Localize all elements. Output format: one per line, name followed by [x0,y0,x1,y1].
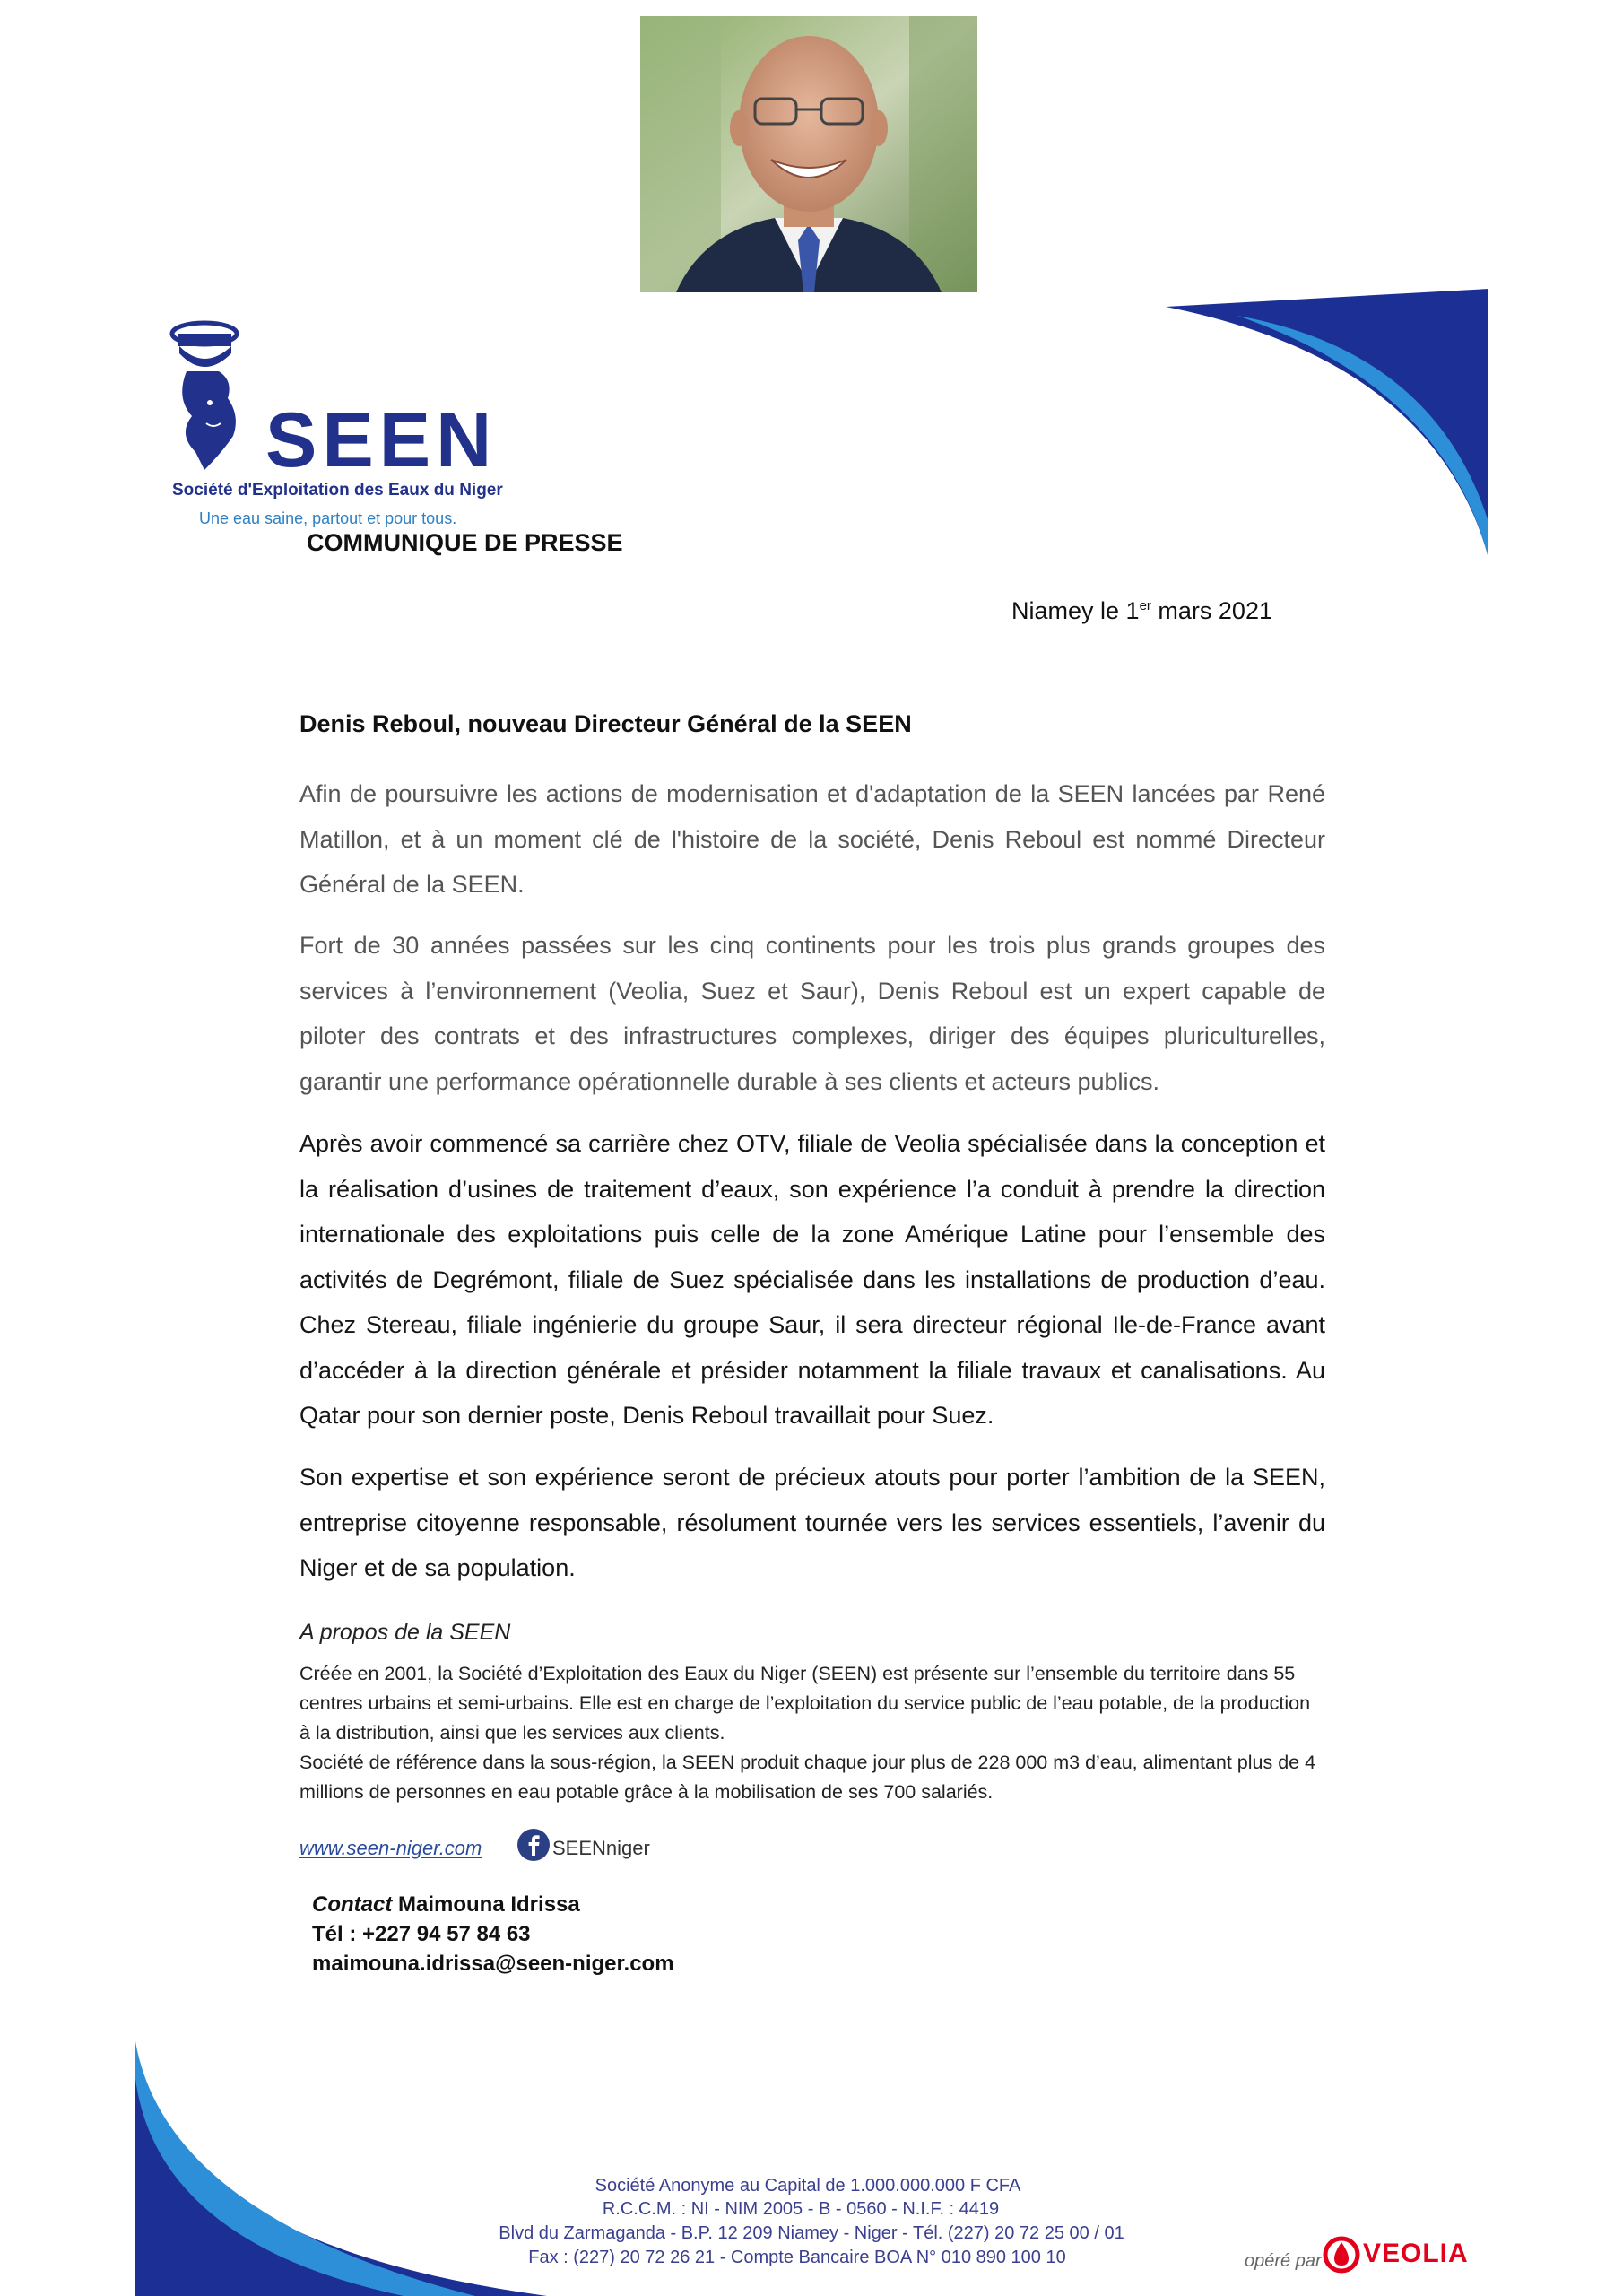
date-prefix: Niamey le 1 [1011,597,1140,624]
facebook-icon[interactable] [516,1828,551,1862]
facebook-handle[interactable]: SEENniger [552,1837,650,1859]
contact-email[interactable]: maimouna.idrissa@seen-niger.com [312,1952,674,1976]
paragraph-experience: Fort de 30 années passées sur les cinq continents pour les trois plus grands groupes des services à l’environnement (Veolia, Suez et Saur), Denis Reboul est un expert capable de piloter des contrats et des infrastructures complexes, diriger des équipes pluriculturelles, garantir une performance opérationnelle durable à ses clients et acteurs publics. [299,932,1325,1095]
footer-registration: R.C.C.M. : NI - NIM 2005 - B - 0560 - N.I.F. : 4419 [602,2199,1000,2219]
operated-by-label: opéré par [1245,2251,1322,2271]
contact-phone: Tél : +227 94 57 84 63 [312,1922,531,1946]
press-release-label: COMMUNIQUE DE PRESSE [307,529,623,556]
website-link[interactable]: www.seen-niger.com [299,1837,482,1859]
date-superscript: er [1139,598,1151,613]
about-text [299,1659,1325,1807]
paragraph-intro: Afin de poursuivre les actions de modernisation et d'adaptation de la SEEN lancées par René Matillon, et à un moment clé de l'histoire de la société, Denis Reboul est nommé Directeur Général de la SEEN. [299,780,1325,898]
headline: Denis Reboul, nouveau Directeur Général de la SEEN [299,710,912,737]
about-paragraph-1: Créée en 2001, la Société d’Exploitation des Eaux du Niger (SEEN) est présente sur l’ensemble du territoire dans 55 centres urbains et semi-urbains. Elle est en charge de l’exploitation du service public de l’eau potable, de la production à la distribution, ainsi que les services aux clients. [299,1663,1311,1744]
footer-capital: Société Anonyme au Capital de 1.000.000.000 F CFA [595,2176,1021,2196]
logo-subtitle: Société d'Exploitation des Eaux du Niger [172,481,503,500]
date-suffix: mars 2021 [1150,597,1272,624]
contact-name: Maimouna Idrissa [392,1892,580,1917]
date-line [1011,597,1272,625]
about-title: A propos de la SEEN [299,1620,511,1645]
paragraph-ambition: Son expertise et son expérience seront de précieux atouts pour porter l’ambition de la SEEN, entreprise citoyenne responsable, résolument tournée vers les services essentiels, l’avenir du Niger et de sa population. [299,1464,1325,1581]
veolia-wordmark: VEOLIA [1363,2239,1469,2268]
contact-label: Contact [312,1892,393,1917]
portrait-image [640,16,977,292]
about-paragraph-2: Société de référence dans la sous-région, la SEEN produit chaque jour plus de 228 000 m3 d’eau, alimentant plus de 4 millions de personnes en eau potable grâce à la mobilisation de ses 700 salariés. [299,1752,1316,1803]
decorative-swoosh-top [1166,289,1488,567]
paragraph-career: Après avoir commencé sa carrière chez OTV, filiale de Veolia spécialisée dans la conception et la réalisation d’usines de traitement d’eaux, son expérience l’a conduit à prendre la direction internationale des exploitations puis celle de la zone Amérique Latine pour l’ensemble des activités de Degrémont, filiale de Suez spécialisée dans les installations de production d’eau. Chez Stereau, filiale ingénierie du groupe Saur, il sera directeur régional Ile-de-France avant d’accéder à la direction générale et présider notamment la filiale travaux et canalisations. Au Qatar pour son dernier poste, Denis Reboul travaillait pour Suez. [299,1130,1325,1429]
logo-tagline: Une eau saine, partout et pour tous. [199,509,457,527]
footer-fax-bank: Fax : (227) 20 72 26 21 - Compte Bancaire BOA N° 010 890 100 10 [528,2248,1066,2267]
director-portrait-photo [640,16,977,292]
footer-address: Blvd du Zarmaganda - B.P. 12 209 Niamey - Niger - Tél. (227) 20 72 25 00 / 01 [499,2223,1124,2243]
contact-line [312,1892,580,1918]
logo-wordmark: SEEN [265,397,498,483]
veolia-drop-icon [1322,2235,1361,2274]
